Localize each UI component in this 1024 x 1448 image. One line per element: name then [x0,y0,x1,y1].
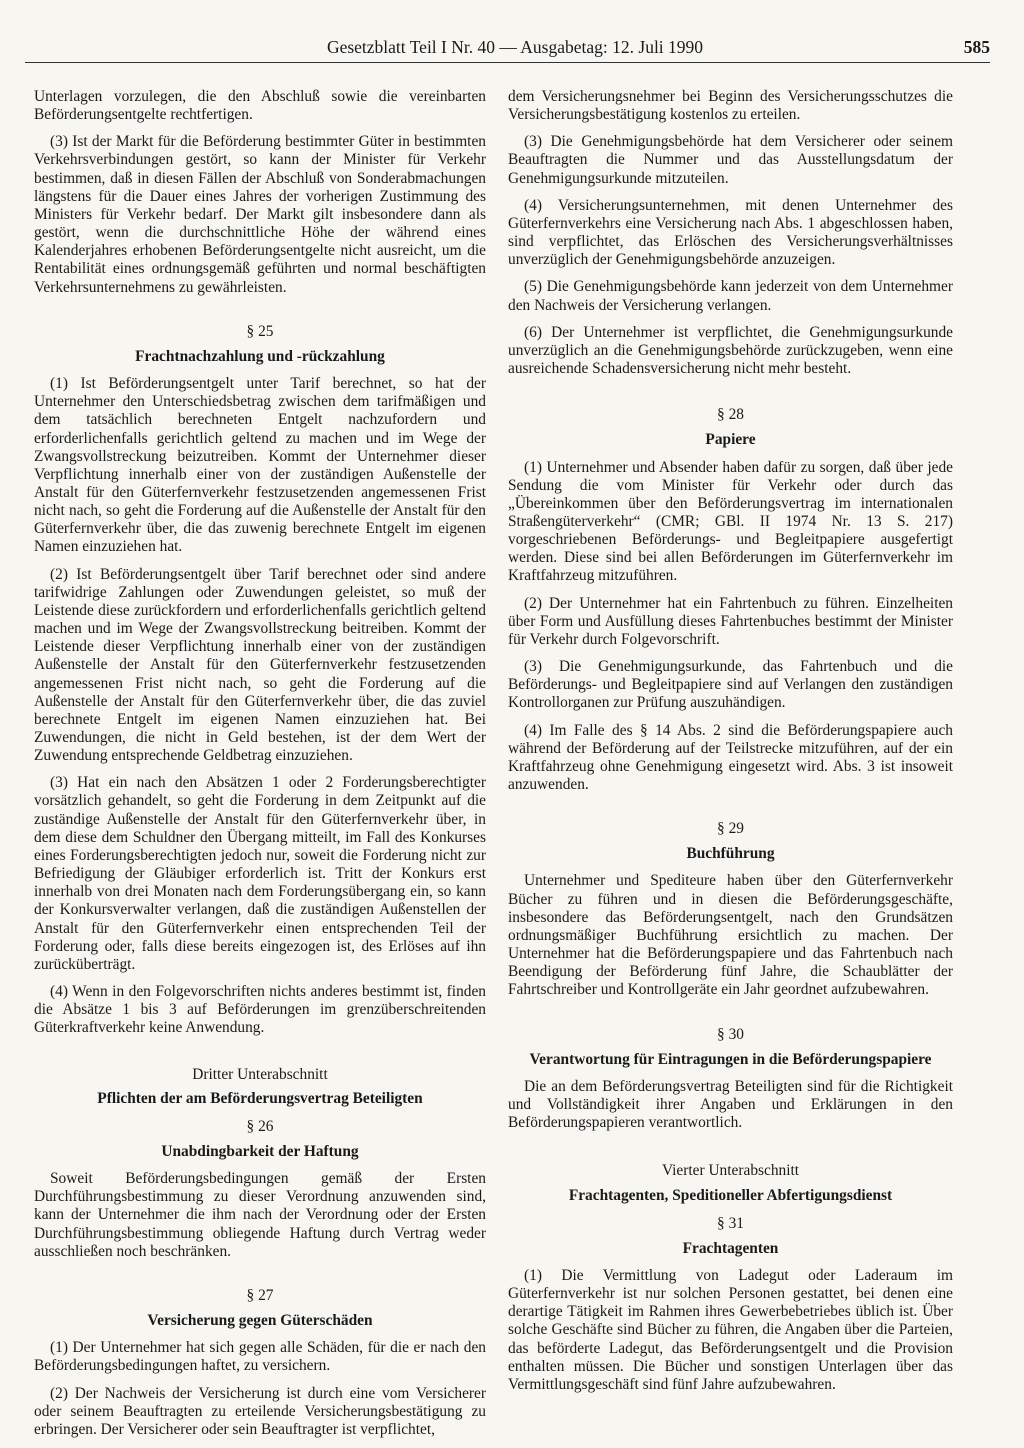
paragraph-27-5: (5) Die Genehmigungsbehörde kann jederzeit von dem Unternehmer den Nachweis der Versicherung verlangen. [508,278,953,314]
subdivision-4-heading: Frachtagenten, Speditioneller Abfertigungsdienst [568,1186,893,1204]
section-28-heading: Papiere [705,431,756,449]
paragraph-24-3: (3) Ist der Markt für die Beförderung bestimmter Güter in bestimmten Verkehrsverbindungen gestört, so kann der Minister für Verkehr bestimmen, daß in diesen Fällen der Abschluß von Sonderabmachungen längstens für die Dauer eines Jahres der vorherigen Zustimmung des Ministers für Verkehr bedarf. Der Markt gilt insbesondere dann als gestört, wenn die durchschnittliche Höhe der während eines Kalenderjahres erhobenen Beförderungsentgelte nicht ausreicht, um die Rentabilität eines ordnungsgemäß geführten und normal beschäftigten Verkehrsunternehmens zu gewährleisten. [34,133,486,296]
paragraph-29: Unternehmer und Spediteure haben über den Güterfernverkehr Bücher zu führen und in diesen die Beförderungsgeschäfte, insbesondere das Beförderungsentgelt, nach den Grundsätzen ordnungsmäßiger Buchführung ersichtlich zu machen. Der Unternehmer hat die Beförderungspapiere und das Fahrtenbuch nach Beendigung der Beförderung fünf Jahre, die Schaublätter der Fahrtschreiber und Kontrollgeräte ein Jahr geordnet aufzubewahren. [508,872,953,999]
subdivision-4-label: Vierter Unterabschnitt [661,1162,800,1180]
paragraph-27-1: (1) Der Unternehmer hat sich gegen alle Schäden, für die er nach den Beförderungsbedingungen haftet, zu versichern. [34,1339,486,1375]
paragraph-27-6: (6) Der Unternehmer ist verpflichtet, die Genehmigungsurkunde unverzüglich an die Genehmigungsbehörde zurückzugeben, wenn eine ausreichende Schadensversicherung nicht mehr besteht. [508,323,953,378]
section-27-number: § 27 [246,1286,274,1304]
paragraph-31-1: (1) Die Vermittlung von Ladegut oder Laderaum im Güterfernverkehr ist nur solchen Personen gestattet, bei denen eine derartige Tätigkeit im Rahmen ihres Gewerbebetriebes üblich ist. Über solche Geschäfte sind Bücher zu führen, die Angaben über die Parteien, das beförderte Ladegut, das Beförderungsentgelt und die Provision enthalten müssen. Die Bücher und sonstigen Unterlagen über das Vermittlungsgeschäft sind fünf Jahre aufzubewahren. [508,1266,953,1393]
section-25-number: § 25 [246,322,274,340]
paragraph-28-3: (3) Die Genehmigungsurkunde, das Fahrtenbuch und die Beförderungs- und Begleitpapiere sind auf Verlangen den zuständigen Kontrollorganen zur Prüfung auszuhändigen. [508,658,953,712]
section-26-heading: Unabdingbarkeit der Haftung [161,1142,359,1160]
paragraph-25-1: (1) Ist Beförderungsentgelt unter Tarif berechnet, so hat der Unternehmer den Unterschiedsbetrag zwischen dem tarifmäßigen und dem tatsächlich berechneten Entgelt nachzufordern und erforderlichenfalls gerichtlich geltend zu machen und im Wege der Zwangsvollstreckung beizutreiben. Kommt der Unternehmer dieser Verpflichtung innerhalb einer von der zuständigen Außenstelle der Anstalt für den Güterfernverkehr festzusetzenden angemessenen Frist nicht nach, so geht die Forderung auf die Außenstelle der Anstalt für den Güterfernverkehr über, die das zuwenig berechnete Entgelt im eigenen Namen einzuziehen hat. [34,375,486,556]
section-31-heading: Frachtagenten [682,1239,779,1257]
paragraph-28-1: (1) Unternehmer und Absender haben dafür zu sorgen, daß über jede Sendung die vom Minister für Verkehr oder durch das „Übereinkommen über den Beförderungsvertrag im internationalen Straßengüterverkehr“ (CMR; GBl. II 1974 Nr. 13 S. 217) vorgeschriebenen Beförderungs- und Begleitpapiere ausgefertigt werden. Diese sind bei allen Beförderungen im Güterfernverkehr im Kraftfahrzeug mitzuführen. [508,458,953,585]
paragraph-25-4: (4) Wenn in den Folgevorschriften nichts anderes bestimmt ist, finden die Absätze 1 bis 3 auf Beförderungen im grenzüberschreitenden Güterkraftverkehr keine Anwendung. [34,983,486,1037]
page-number: 585 [963,37,990,57]
paragraph-27-4: (4) Versicherungsunternehmen, mit denen Unternehmer des Güterfernverkehrs eine Versicherung nach Abs. 1 abgeschlossen haben, sind verpflichtet, das Erlöschen des Versicherungsverhältnisses unverzüglich der Genehmigungsbehörde anzuzeigen. [508,196,953,269]
paragraph-25-3: (3) Hat ein nach den Absätzen 1 oder 2 Forderungsberechtigter vorsätzlich gehandelt, so geht die Forderung in dem Zeitpunkt auf die zuständige Außenstelle der Anstalt für den Güterfernverkehr über, in dem diese dem Schuldner den Übergang mitteilt, im Fall des Konkurses eines Forderungsberechtigten jedoch nur, soweit die Forderung nicht zur Befriedigung der Gläubiger erforderlich ist. Tritt der Konkurs erst innerhalb von drei Monaten nach dem Forderungsübergang ein, so kann der Konkursverwalter verlangen, daß die zuständigen Außenstellen der Anstalt für den Güterfernverkehr einen entsprechenden Teil der Forderung oder, falls diese bereits eingezogen ist, des Erlöses auf ihn zurücküberträgt. [34,774,486,973]
section-27-heading: Versicherung gegen Güterschäden [147,1312,373,1330]
paragraph-continued-right: dem Versicherungsnehmer bei Beginn des Versicherungsschutzes die Versicherungsbestätigung kostenlos zu erteilen. [508,88,953,124]
paragraph-continued: Unterlagen vorzulegen, die den Abschluß sowie die vereinbarten Beförderungsentgelte rechtfertigen. [34,88,486,124]
section-29-heading: Buchführung [686,845,775,863]
section-26-number: § 26 [246,1117,274,1135]
gazette-title: Gesetzblatt Teil I Nr. 40 — Ausgabetag: 12. Juli 1990 [326,37,704,57]
page-header [40,36,990,58]
subdivision-3-heading: Pflichten der am Beförderungsvertrag Beteiligten [97,1089,423,1107]
subdivision-3-label: Dritter Unterabschnitt [192,1065,328,1083]
section-29-number: § 29 [717,820,744,838]
paragraph-27-3: (3) Die Genehmigungsbehörde hat dem Versicherer oder seinem Beauftragten die Nummer und das Ausstellungsdatum der Genehmigungsurkunde mitzuteilen. [508,133,953,187]
section-25-heading: Frachtnachzahlung und -rückzahlung [135,347,385,365]
section-30-number: § 30 [717,1025,744,1043]
paragraph-26: Soweit Beförderungsbedingungen gemäß der Ersten Durchführungsbestimmung zu dieser Verordnung anzuwenden sind, kann der Unternehmer die ihm nach der Verordnung oder der Ersten Durchführungsbestimmung obliegende Haftung durch Vertrag weder ausschließen noch beschränken. [34,1170,486,1260]
paragraph-25-2: (2) Ist Beförderungsentgelt über Tarif berechnet oder sind andere tarifwidrige Zahlungen oder Zuwendungen geleistet, so muß der Leistende diese zurückfordern und erforderlichenfalls gerichtlich geltend machen und im Wege der Zwangsvollstreckung beitreiben. Kommt der Leistende dieser Verpflichtung innerhalb einer von der zuständigen Außenstelle der Anstalt für den Güterfernverkehr festzusetzenden angemessenen Frist nicht nach, so geht die Forderung auf die Außenstelle der Anstalt für den Güterfernverkehr über, die das zuviel berechnete Entgelt im eigenen Namen einzuziehen hat. Bei Zuwendungen, die nicht in Geld bestehen, ist der dem Wert der Zuwendung entsprechende Geldbetrag einzuziehen. [34,565,486,765]
section-30-heading: Verantwortung für Eintragungen in die Beförderungspapiere [529,1050,932,1068]
right-column [508,88,953,1403]
paragraph-28-4: (4) Im Falle des § 14 Abs. 2 sind die Beförderungspapiere auch während der Beförderung auf der Teilstrecke mitzuführen, auf der ein Kraftfahrzeug ohne Genehmigung eingesetzt wird. Abs. 3 ist insoweit anzuwenden. [508,721,953,793]
paragraph-30: Die an dem Beförderungsvertrag Beteiligten sind für die Richtigkeit und Vollständigkeit ihrer Angaben und Erklärungen in den Beförderungspapieren verantwortlich. [508,1077,953,1132]
paragraph-28-2: (2) Der Unternehmer hat ein Fahrtenbuch zu führen. Einzelheiten über Form und Ausfüllung dieses Fahrtenbuches bestimmt der Minister für Verkehr durch Folgevorschrift. [508,594,953,648]
header-rule [25,62,990,63]
paragraph-27-2: (2) Der Nachweis der Versicherung ist durch eine vom Versicherer oder seinem Beauftragten zu erteilende Versicherungsbestätigung zu erbringen. Der Versicherer oder sein Beauftragter ist verpflichtet, [34,1384,486,1438]
section-31-number: § 31 [717,1214,744,1232]
left-column [34,88,486,1448]
section-28-number: § 28 [717,406,744,424]
